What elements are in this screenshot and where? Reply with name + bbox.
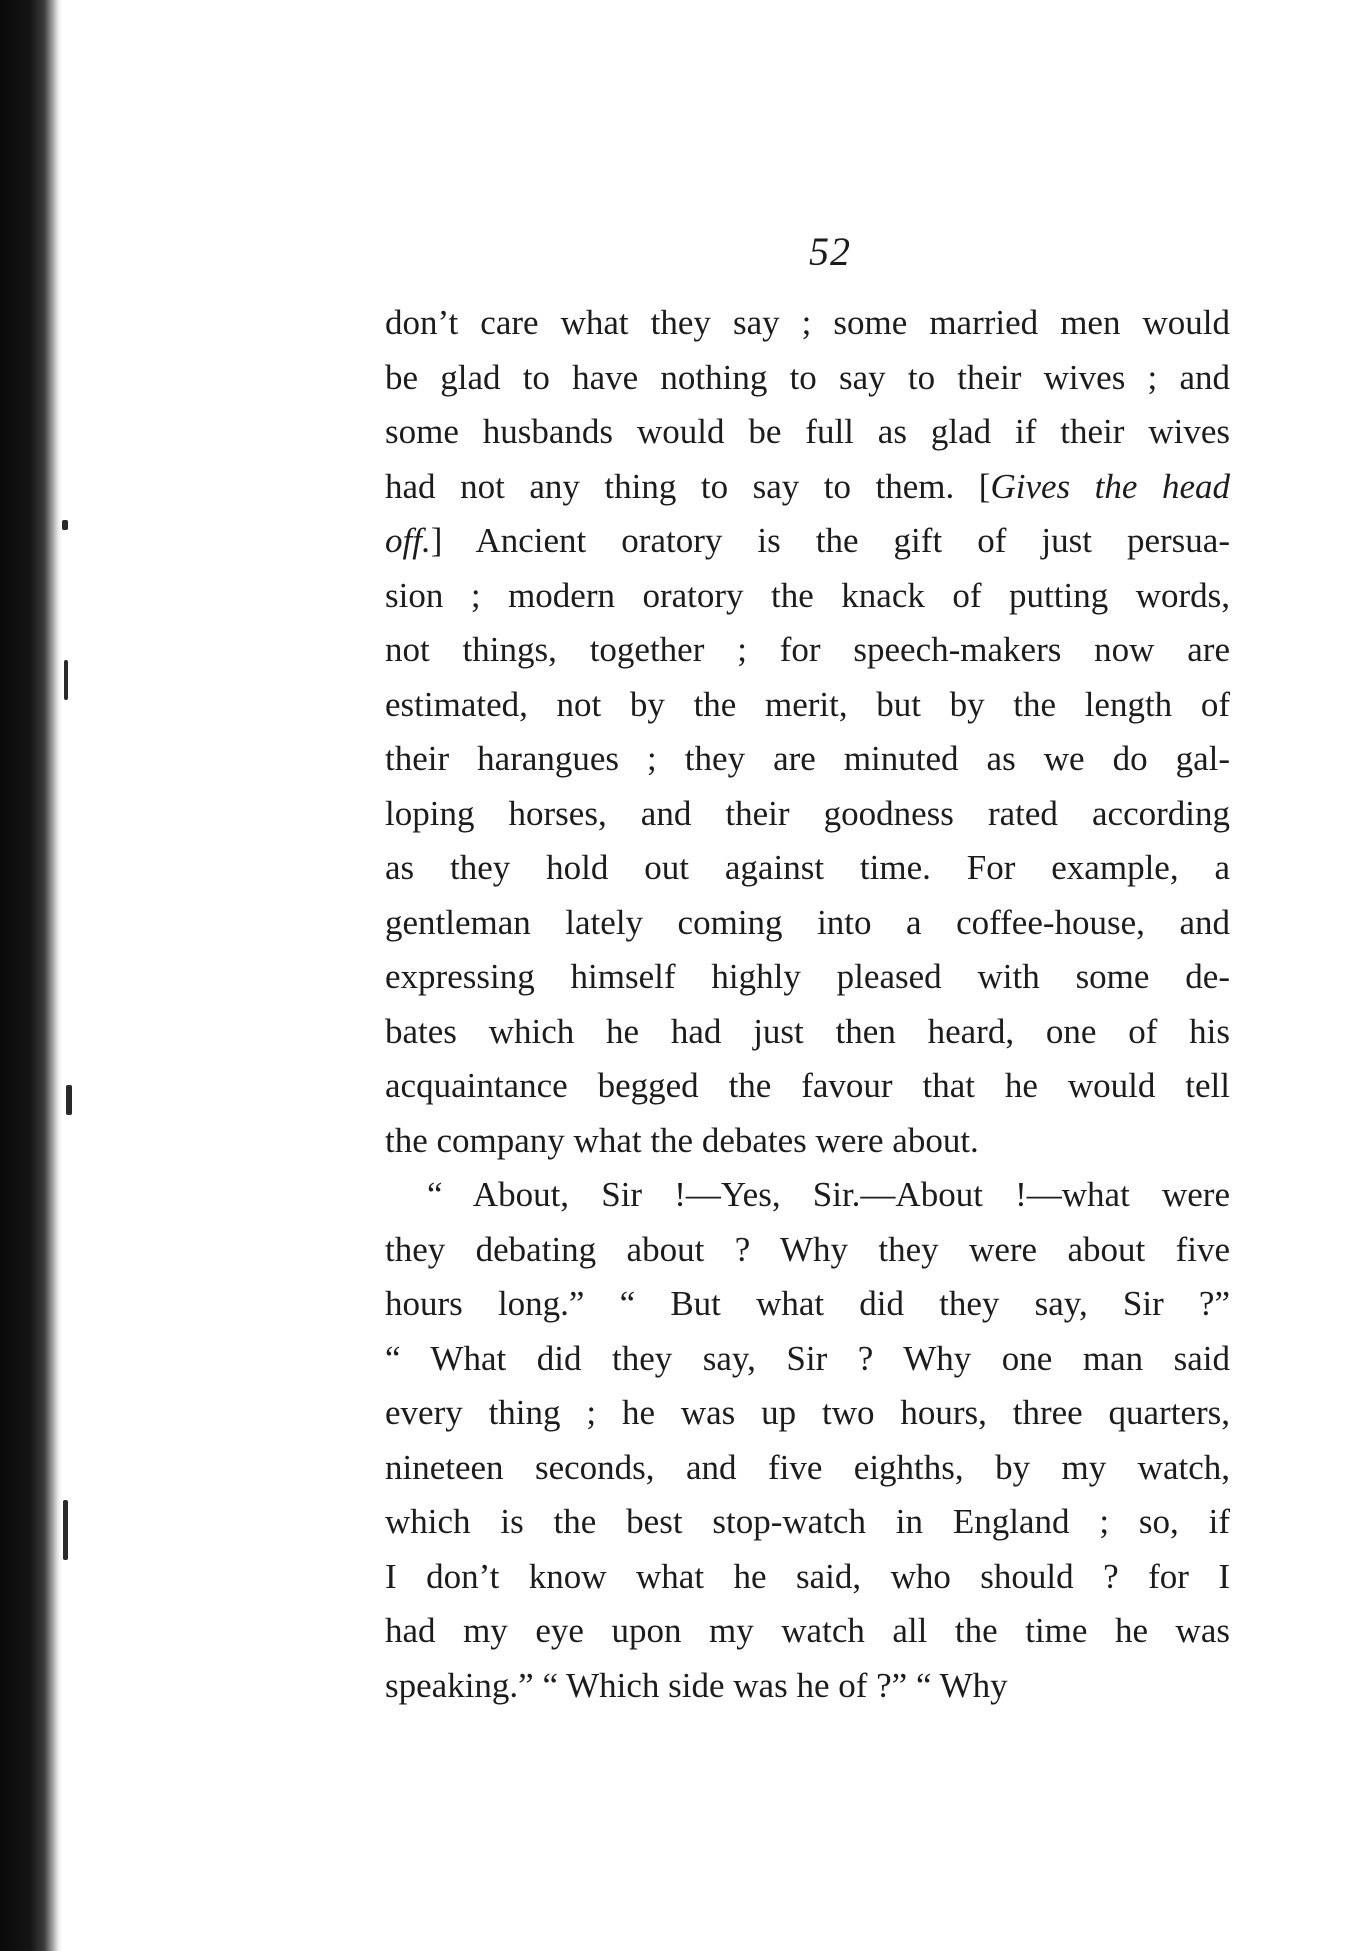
text-line [385, 296, 1230, 351]
text-run: not things, together ; for speech-makers now are [385, 630, 1230, 669]
body-text [385, 296, 1230, 1713]
text-run: estimated, not by the merit, but by the length of [385, 684, 1230, 724]
text-run: “ What did they say, Sir ? Why one man said [385, 1338, 1230, 1378]
text-line [385, 1114, 1230, 1169]
text-line [385, 787, 1230, 842]
text-run: they debating about ? Why they were about five [385, 1229, 1230, 1269]
text-run: acquaintance begged the favour that he would tell [385, 1066, 1230, 1105]
text-run: I don’t know what he said, who should ? for I [385, 1556, 1230, 1596]
italic-stage-direction: off. [385, 521, 431, 560]
text-run: which is the best stop-watch in England ; so, if [385, 1502, 1230, 1541]
text-run: be glad to have nothing to say to their wives ; and [385, 357, 1230, 397]
paragraph [385, 1168, 1230, 1713]
text-run: nineteen seconds, and five eighths, by my watch, [385, 1447, 1230, 1487]
text-run: loping horses, and their goodness rated according [385, 793, 1230, 833]
text-line [385, 405, 1230, 460]
text-line [385, 1223, 1230, 1278]
text-run: as they hold out against time. For example, a [385, 848, 1230, 887]
text-line [385, 1604, 1230, 1659]
text-run: had my eye upon my watch all the time he was [385, 1611, 1230, 1650]
text-run: some husbands would be full as glad if their wives [385, 412, 1230, 451]
italic-stage-direction: Gives the head [990, 466, 1231, 506]
text-line [385, 351, 1230, 406]
text-line [385, 1441, 1230, 1496]
text-run: the company what the debates were about. [385, 1120, 979, 1160]
text-run: “ About, Sir !—Yes, Sir.—About !—what were [427, 1175, 1230, 1214]
text-run: hours long.” “ But what did they say, Sir ?” [385, 1284, 1230, 1323]
text-line [385, 569, 1230, 624]
text-line [385, 1550, 1230, 1605]
text-run: had not any thing to say to them. [ [385, 466, 991, 506]
binding-speck [62, 520, 68, 530]
text-line [385, 1386, 1230, 1441]
text-line [385, 841, 1230, 896]
binding-speck [64, 660, 68, 700]
text-run: sion ; modern oratory the knack of putting words, [385, 575, 1230, 615]
text-run: ] Ancient oratory is the gift of just persua- [430, 521, 1230, 560]
binding-shadow [0, 0, 62, 1951]
text-line [385, 1659, 1230, 1714]
text-line [385, 460, 1230, 515]
text-line [385, 896, 1230, 951]
text-line [385, 1168, 1230, 1223]
text-line [385, 732, 1230, 787]
text-line [385, 1277, 1230, 1332]
text-line [385, 1005, 1230, 1060]
text-run: bates which he had just then heard, one of his [385, 1011, 1230, 1051]
text-line [385, 678, 1230, 733]
text-line [385, 950, 1230, 1005]
binding-speck [63, 1500, 68, 1560]
text-line [385, 623, 1230, 678]
paragraph [385, 296, 1230, 1168]
page-number: 52 [809, 229, 851, 274]
text-run: speaking.” “ Which side was he of ?” “ Why [385, 1665, 1008, 1705]
text-line [385, 514, 1230, 569]
text-line [385, 1059, 1230, 1114]
text-run: don’t care what they say ; some married men would [385, 303, 1230, 342]
text-run: expressing himself highly pleased with some de- [385, 957, 1230, 996]
text-line [385, 1495, 1230, 1550]
text-run: every thing ; he was up two hours, three quarters, [385, 1393, 1230, 1432]
text-run: gentleman lately coming into a coffee-house, and [385, 902, 1230, 942]
text-run: their harangues ; they are minuted as we do gal- [385, 739, 1230, 778]
binding-speck [66, 1085, 72, 1115]
text-line [385, 1332, 1230, 1387]
